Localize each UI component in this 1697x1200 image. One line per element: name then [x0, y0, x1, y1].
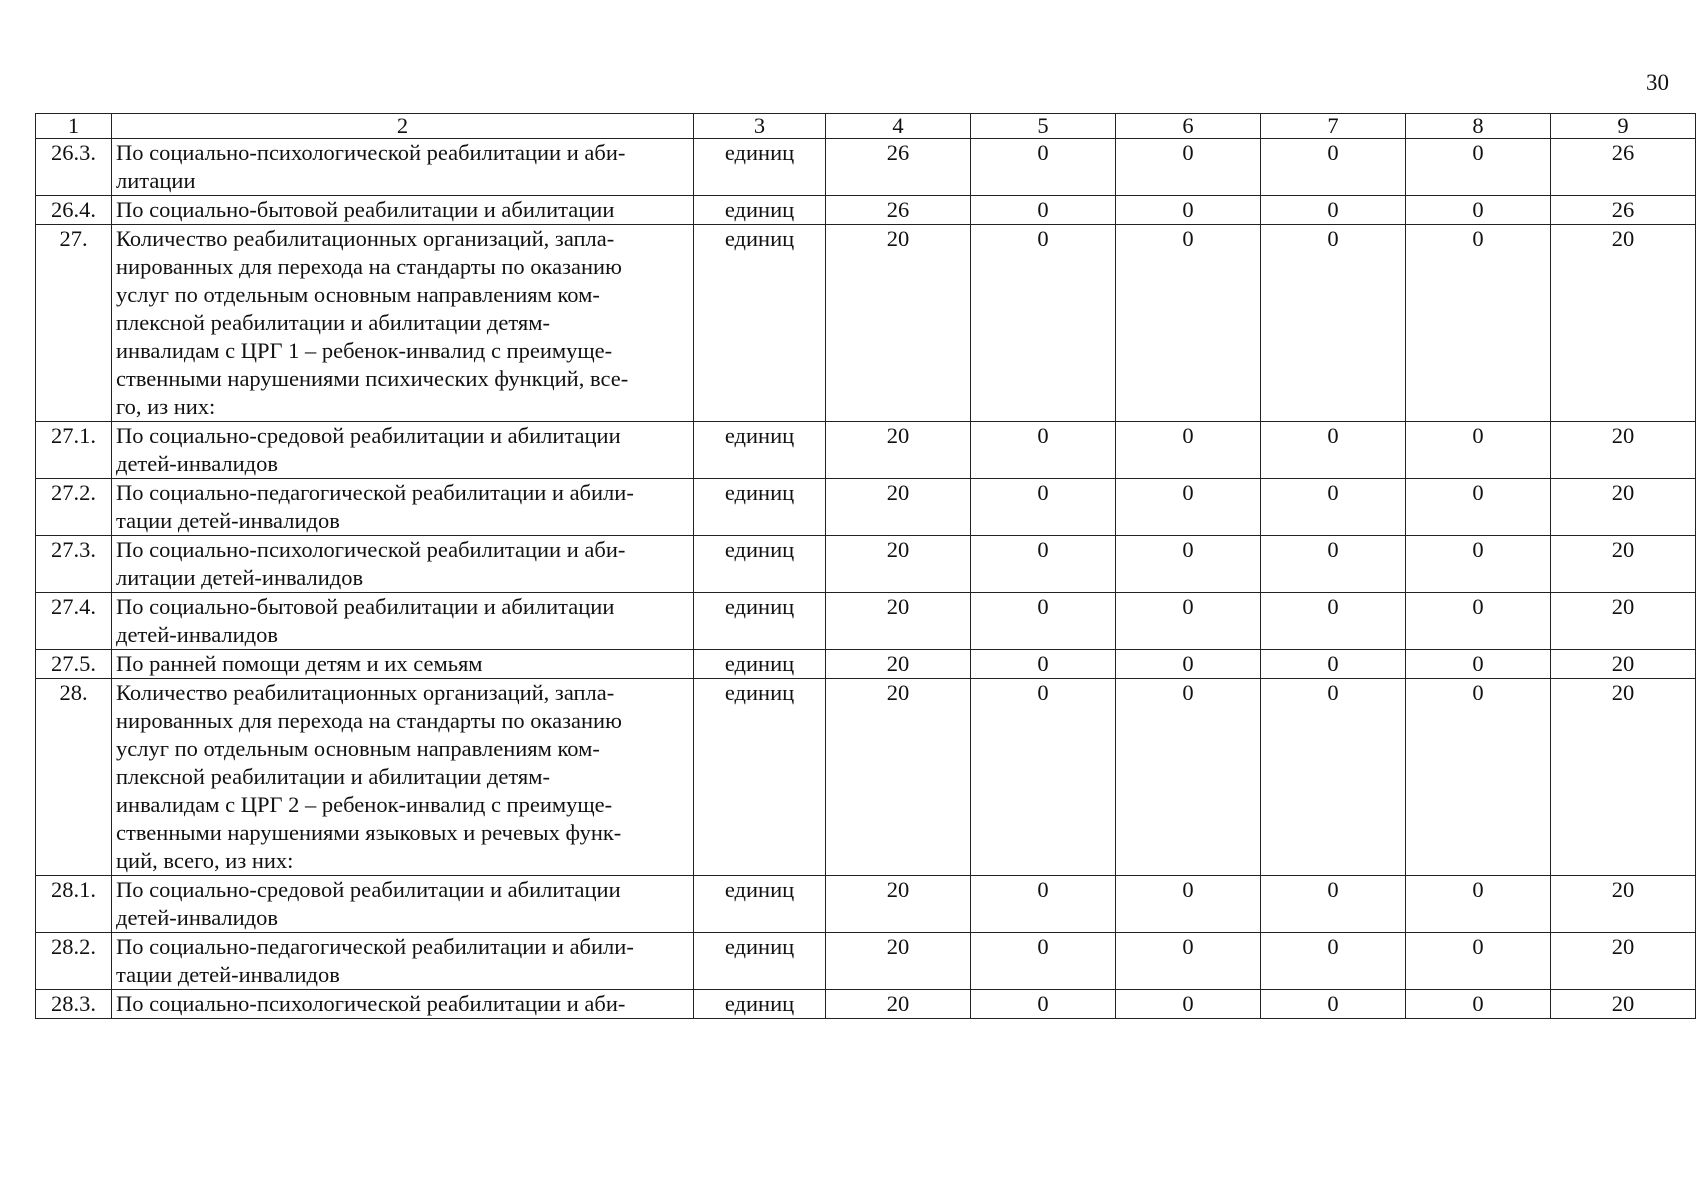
value-cell: 0	[1261, 196, 1406, 225]
value-cell: 0	[1406, 139, 1551, 196]
value-cell: 0	[1116, 679, 1261, 876]
indicator-name-cell: По социально-психологической реабилитации и аби- литации	[112, 139, 694, 196]
value-cell: 0	[971, 593, 1116, 650]
value-cell: 20	[826, 990, 971, 1019]
row-number-cell: 27.	[36, 225, 112, 422]
value-cell: 20	[826, 225, 971, 422]
value-cell: 0	[1406, 933, 1551, 990]
row-number-cell: 26.4.	[36, 196, 112, 225]
value-cell: 20	[1551, 876, 1696, 933]
header-cell: 7	[1261, 114, 1406, 139]
value-cell: 20	[1551, 679, 1696, 876]
unit-cell: единиц	[694, 650, 826, 679]
indicator-name-cell: По социально-психологической реабилитации и аби-	[112, 990, 694, 1019]
value-cell: 26	[826, 139, 971, 196]
table-row	[36, 479, 1696, 536]
header-cell: 9	[1551, 114, 1696, 139]
value-cell: 0	[1406, 650, 1551, 679]
value-cell: 0	[1261, 225, 1406, 422]
header-cell: 8	[1406, 114, 1551, 139]
value-cell: 20	[826, 536, 971, 593]
value-cell: 0	[971, 479, 1116, 536]
value-cell: 0	[971, 933, 1116, 990]
value-cell: 0	[1261, 479, 1406, 536]
value-cell: 0	[1116, 536, 1261, 593]
indicator-name-cell: По социально-средовой реабилитации и абилитации детей-инвалидов	[112, 876, 694, 933]
value-cell: 20	[826, 876, 971, 933]
value-cell: 20	[826, 650, 971, 679]
unit-cell: единиц	[694, 422, 826, 479]
value-cell: 0	[1406, 422, 1551, 479]
value-cell: 0	[1406, 876, 1551, 933]
header-cell: 6	[1116, 114, 1261, 139]
table-row	[36, 196, 1696, 225]
value-cell: 0	[1261, 593, 1406, 650]
table-row	[36, 139, 1696, 196]
table-row	[36, 650, 1696, 679]
value-cell: 20	[1551, 990, 1696, 1019]
header-row	[36, 114, 1696, 139]
value-cell: 0	[971, 650, 1116, 679]
header-cell: 5	[971, 114, 1116, 139]
unit-cell: единиц	[694, 196, 826, 225]
table-row	[36, 225, 1696, 422]
value-cell: 0	[971, 196, 1116, 225]
value-cell: 0	[1406, 196, 1551, 225]
value-cell: 20	[1551, 225, 1696, 422]
indicator-name-cell: По социально-педагогической реабилитации и абили- тации детей-инвалидов	[112, 933, 694, 990]
value-cell: 20	[1551, 933, 1696, 990]
table-row	[36, 593, 1696, 650]
unit-cell: единиц	[694, 139, 826, 196]
value-cell: 26	[826, 196, 971, 225]
value-cell: 0	[1261, 536, 1406, 593]
row-number-cell: 27.4.	[36, 593, 112, 650]
value-cell: 0	[1116, 990, 1261, 1019]
row-number-cell: 27.2.	[36, 479, 112, 536]
indicator-name-cell: По социально-бытовой реабилитации и абилитации детей-инвалидов	[112, 593, 694, 650]
unit-cell: единиц	[694, 933, 826, 990]
value-cell: 20	[826, 933, 971, 990]
value-cell: 0	[1406, 225, 1551, 422]
value-cell: 0	[1261, 933, 1406, 990]
value-cell: 0	[1116, 650, 1261, 679]
indicator-name-cell: По социально-бытовой реабилитации и абилитации	[112, 196, 694, 225]
value-cell: 20	[826, 679, 971, 876]
value-cell: 0	[1116, 422, 1261, 479]
header-cell: 4	[826, 114, 971, 139]
value-cell: 0	[1116, 479, 1261, 536]
indicator-name-cell: По ранней помощи детям и их семьям	[112, 650, 694, 679]
value-cell: 0	[971, 679, 1116, 876]
value-cell: 20	[826, 593, 971, 650]
value-cell: 0	[971, 139, 1116, 196]
value-cell: 0	[1116, 225, 1261, 422]
table-row	[36, 536, 1696, 593]
value-cell: 0	[971, 536, 1116, 593]
row-number-cell: 28.1.	[36, 876, 112, 933]
value-cell: 0	[1116, 876, 1261, 933]
row-number-cell: 27.5.	[36, 650, 112, 679]
unit-cell: единиц	[694, 479, 826, 536]
value-cell: 0	[1116, 933, 1261, 990]
value-cell: 20	[1551, 650, 1696, 679]
header-cell: 3	[694, 114, 826, 139]
value-cell: 0	[1406, 536, 1551, 593]
table-body	[36, 114, 1696, 1019]
value-cell: 20	[826, 422, 971, 479]
table-row	[36, 990, 1696, 1019]
value-cell: 20	[1551, 479, 1696, 536]
value-cell: 0	[1261, 679, 1406, 876]
value-cell: 20	[1551, 536, 1696, 593]
value-cell: 0	[1116, 196, 1261, 225]
table-row	[36, 933, 1696, 990]
value-cell: 0	[1261, 650, 1406, 679]
value-cell: 0	[971, 990, 1116, 1019]
value-cell: 0	[1261, 422, 1406, 479]
value-cell: 20	[1551, 422, 1696, 479]
value-cell: 0	[1261, 876, 1406, 933]
header-cell: 2	[112, 114, 694, 139]
unit-cell: единиц	[694, 536, 826, 593]
indicator-name-cell: По социально-педагогической реабилитации и абили- тации детей-инвалидов	[112, 479, 694, 536]
page-number: 30	[1646, 70, 1669, 95]
row-number-cell: 28.3.	[36, 990, 112, 1019]
unit-cell: единиц	[694, 225, 826, 422]
value-cell: 0	[1406, 479, 1551, 536]
data-table	[35, 113, 1696, 1019]
unit-cell: единиц	[694, 876, 826, 933]
value-cell: 26	[1551, 139, 1696, 196]
value-cell: 0	[1261, 139, 1406, 196]
unit-cell: единиц	[694, 593, 826, 650]
value-cell: 0	[1406, 990, 1551, 1019]
unit-cell: единиц	[694, 990, 826, 1019]
value-cell: 26	[1551, 196, 1696, 225]
row-number-cell: 28.2.	[36, 933, 112, 990]
indicator-name-cell: Количество реабилитационных организаций, запла- нированных для перехода на стандарты по оказанию услуг по отдельным основным направлениям ком- плексной реабилитации и абилитации детям- инвалидам с ЦРГ 2 – ребенок-инвалид с преимуще- ственными нарушениями языковых и речевых функ- ций, всего, из них:	[112, 679, 694, 876]
table-row	[36, 679, 1696, 876]
header-cell: 1	[36, 114, 112, 139]
value-cell: 0	[1261, 990, 1406, 1019]
value-cell: 0	[1116, 593, 1261, 650]
value-cell: 0	[971, 422, 1116, 479]
row-number-cell: 27.3.	[36, 536, 112, 593]
value-cell: 0	[971, 225, 1116, 422]
indicator-name-cell: По социально-психологической реабилитации и аби- литации детей-инвалидов	[112, 536, 694, 593]
value-cell: 0	[1406, 593, 1551, 650]
value-cell: 20	[826, 479, 971, 536]
value-cell: 0	[1406, 679, 1551, 876]
row-number-cell: 28.	[36, 679, 112, 876]
indicator-name-cell: Количество реабилитационных организаций, запла- нированных для перехода на стандарты по оказанию услуг по отдельным основным направлениям ком- плексной реабилитации и абилитации детям- инвалидам с ЦРГ 1 – ребенок-инвалид с преимуще- ственными нарушениями психических функций, все- го, из них:	[112, 225, 694, 422]
table-row	[36, 876, 1696, 933]
value-cell: 0	[1116, 139, 1261, 196]
table-row	[36, 422, 1696, 479]
row-number-cell: 26.3.	[36, 139, 112, 196]
row-number-cell: 27.1.	[36, 422, 112, 479]
value-cell: 20	[1551, 593, 1696, 650]
unit-cell: единиц	[694, 679, 826, 876]
value-cell: 0	[971, 876, 1116, 933]
indicator-name-cell: По социально-средовой реабилитации и абилитации детей-инвалидов	[112, 422, 694, 479]
